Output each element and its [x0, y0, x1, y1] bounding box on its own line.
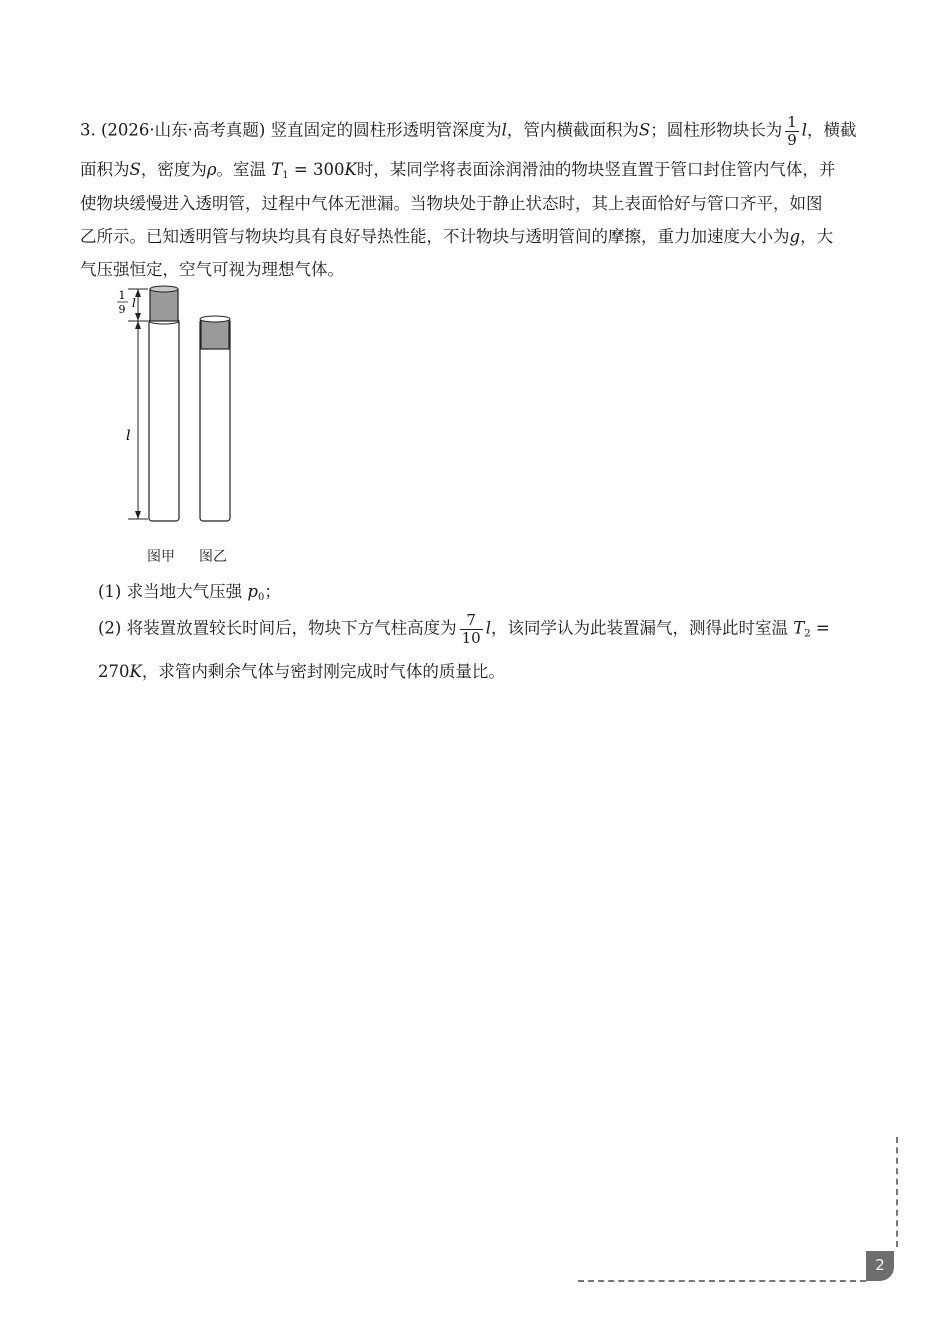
text: 使物块缓慢进入透明管，过程中气体无泄漏。当物块处于静止状态时，其上表面恰好与管口齐平，如图: [80, 194, 823, 213]
text: 竖直固定的圆柱形透明管深度为: [270, 120, 502, 140]
text: ，该同学认为此装置漏气，测得此时室温: [491, 618, 788, 638]
tube-a: [149, 319, 179, 521]
var-T: T: [793, 618, 805, 638]
text: 气压强恒定，空气可视为理想气体。: [80, 260, 344, 279]
var-T: T: [271, 160, 283, 179]
var-p: p: [247, 582, 258, 601]
text: 面积为: [80, 160, 130, 179]
denominator: 10: [461, 628, 481, 647]
text: 时，某同学将表面涂润滑油的物块竖直置于管口封住管内气体，并: [356, 160, 836, 179]
question-1: [98, 578, 281, 603]
text: ，横截: [807, 120, 857, 140]
subscript: 0: [257, 592, 265, 603]
var-g: g: [789, 227, 801, 246]
var-l: l: [485, 618, 491, 638]
problem-line-2: [80, 156, 835, 181]
text: ，密度为: [140, 160, 207, 179]
text: ；: [264, 582, 281, 601]
text: 乙所示。已知透明管与物块均具有良好导热性能，不计物块与透明管间的摩擦，重力加速度大小为: [80, 227, 790, 246]
problem-line-4: [80, 223, 833, 247]
var-S: S: [638, 120, 651, 140]
question-2-line-2: [98, 658, 505, 682]
block-b: [201, 319, 229, 349]
var-K: K: [344, 160, 357, 179]
text: ；圆柱形物块长为: [650, 120, 783, 140]
problem-line-1: [80, 114, 857, 148]
corner-dash-horizontal: [578, 1280, 866, 1282]
tube-figure: [108, 285, 258, 535]
fig-frac-den: 9: [118, 303, 126, 316]
var-K: K: [129, 662, 142, 681]
caption-a: 图甲: [147, 549, 175, 565]
subscript: 1: [282, 170, 289, 181]
fraction-one-ninth: [785, 114, 799, 148]
var-S: S: [129, 160, 141, 179]
fraction-seven-tenths: [460, 612, 483, 646]
numerator: 1: [787, 113, 797, 131]
corner-dash-vertical: [896, 1137, 898, 1247]
fig-label-l: l: [126, 428, 131, 444]
fig-label-l-short: l: [132, 296, 136, 310]
problem-line-5: [80, 256, 344, 280]
subscript: 2: [804, 628, 811, 640]
problem-number: 3.: [80, 120, 96, 140]
denominator: 9: [787, 130, 797, 149]
page-number: 2: [866, 1251, 894, 1281]
caption-b: 图乙: [199, 549, 227, 565]
text: (2) 将装置放置较长时间后，物块下方气柱高度为: [98, 618, 457, 638]
text: ，大: [800, 227, 834, 246]
problem-line-3: [80, 190, 823, 214]
text: ，求管内剩余气体与密封刚完成时气体的质量比。: [141, 662, 505, 681]
text: =: [815, 618, 830, 638]
text: = 300: [293, 160, 345, 179]
text: 。室温: [216, 160, 267, 179]
problem-source: (2026·山东·高考真题): [101, 120, 266, 140]
block-a: [150, 289, 178, 321]
text: ，管内横截面积为: [506, 120, 639, 140]
text: (1) 求当地大气压强: [98, 582, 243, 601]
var-l: l: [501, 120, 507, 140]
var-rho: ρ: [206, 160, 217, 179]
fig-frac-num: 1: [118, 289, 126, 302]
text: 270: [98, 662, 130, 681]
question-2-line-1: [98, 612, 830, 646]
var-l: l: [801, 120, 808, 140]
numerator: 7: [460, 612, 483, 630]
